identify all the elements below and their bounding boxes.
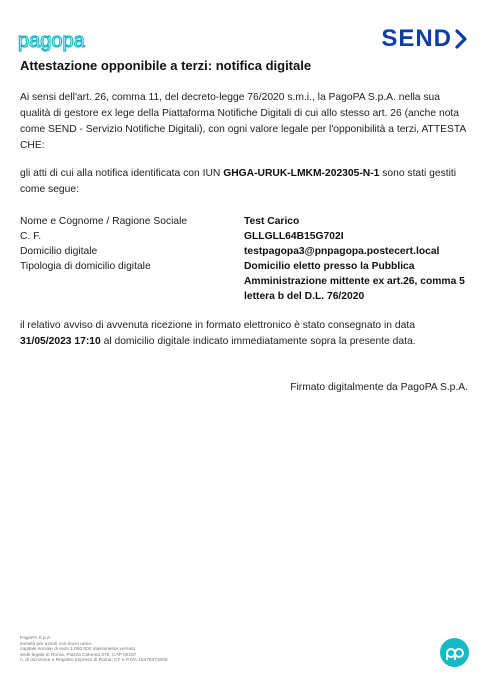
pagopa-logo-text: pagopa bbox=[18, 30, 85, 52]
detail-value: testpagopa3@pnpagopa.postecert.local bbox=[244, 246, 440, 257]
footer-line: PagoPA S.p.A. bbox=[20, 636, 52, 641]
detail-value: Test Carico bbox=[244, 216, 300, 227]
detail-value: Domicilio eletto presso la Pubblica Amministrazione mittente ex art.26, comma 5 lettera b del D.L. 76/2020 bbox=[244, 261, 465, 302]
recipient-details bbox=[20, 214, 480, 304]
detail-row bbox=[20, 214, 480, 229]
iun-code: GHGA-URUK-LMKM-202305-N-1 bbox=[223, 168, 380, 179]
receipt-paragraph bbox=[20, 318, 468, 350]
iun-text-before: gli atti di cui alla notifica identificata con IUN bbox=[20, 168, 224, 179]
send-logo bbox=[381, 26, 468, 52]
footer-line: società per azioni con socio unico bbox=[20, 641, 92, 647]
footer-line: capitale sociale di euro 1,000,000 interamente versato bbox=[20, 647, 136, 653]
iun-text-after: sono stati gestiti come segue: bbox=[20, 168, 457, 195]
detail-value: GLLGLL64B15G702I bbox=[244, 231, 344, 242]
signature-line: Firmato digitalmente da PagoPA S.p.A. bbox=[290, 382, 468, 393]
detail-row bbox=[20, 229, 480, 244]
send-arrow-icon bbox=[454, 29, 468, 49]
detail-label: C. F. bbox=[20, 231, 42, 242]
footer-line: sede legale in Roma, Piazza Colonna 370, CAP 00187 bbox=[20, 652, 137, 658]
intro-paragraph: Ai sensi dell'art. 26, comma 11, del decreto-legge 76/2020 s.m.i., la PagoPA S.p.A. nella sua qualità di gestore ex lege della Piattaforma Notifiche Digitali di cui allo stesso art. 26 (anche nota come SEND - Servizio Notifiche Digitali), con ogni valore legale per l'opponibilità a terzi, ATTESTA CHE: bbox=[20, 92, 466, 151]
document-title: Attestazione opponibile a terzi: notifica digitale bbox=[20, 58, 312, 73]
footer-line: n. di iscrizione a Registro Imprese di Roma, CF e P.IVA 15376371009 bbox=[20, 658, 168, 664]
receipt-text-after: al domicilio digitale indicato immediatamente sopra la presente data. bbox=[100, 336, 416, 347]
detail-row bbox=[20, 244, 480, 259]
send-logo-text: SEND bbox=[381, 25, 452, 52]
iun-paragraph bbox=[20, 166, 468, 198]
detail-label: Tipologia di domicilio digitale bbox=[20, 261, 151, 272]
company-footer bbox=[20, 636, 220, 664]
detail-row bbox=[20, 259, 480, 304]
detail-label: Domicilio digitale bbox=[20, 246, 98, 257]
pagopa-badge-icon bbox=[440, 638, 469, 667]
detail-label: Nome e Cognome / Ragione Sociale bbox=[20, 216, 188, 227]
receipt-datetime: 31/05/2023 17:10 bbox=[20, 336, 101, 347]
receipt-text-before: il relativo avviso di avvenuta ricezione in formato elettronico è stato consegnato in data bbox=[20, 320, 415, 331]
pagopa-logo bbox=[18, 30, 96, 52]
